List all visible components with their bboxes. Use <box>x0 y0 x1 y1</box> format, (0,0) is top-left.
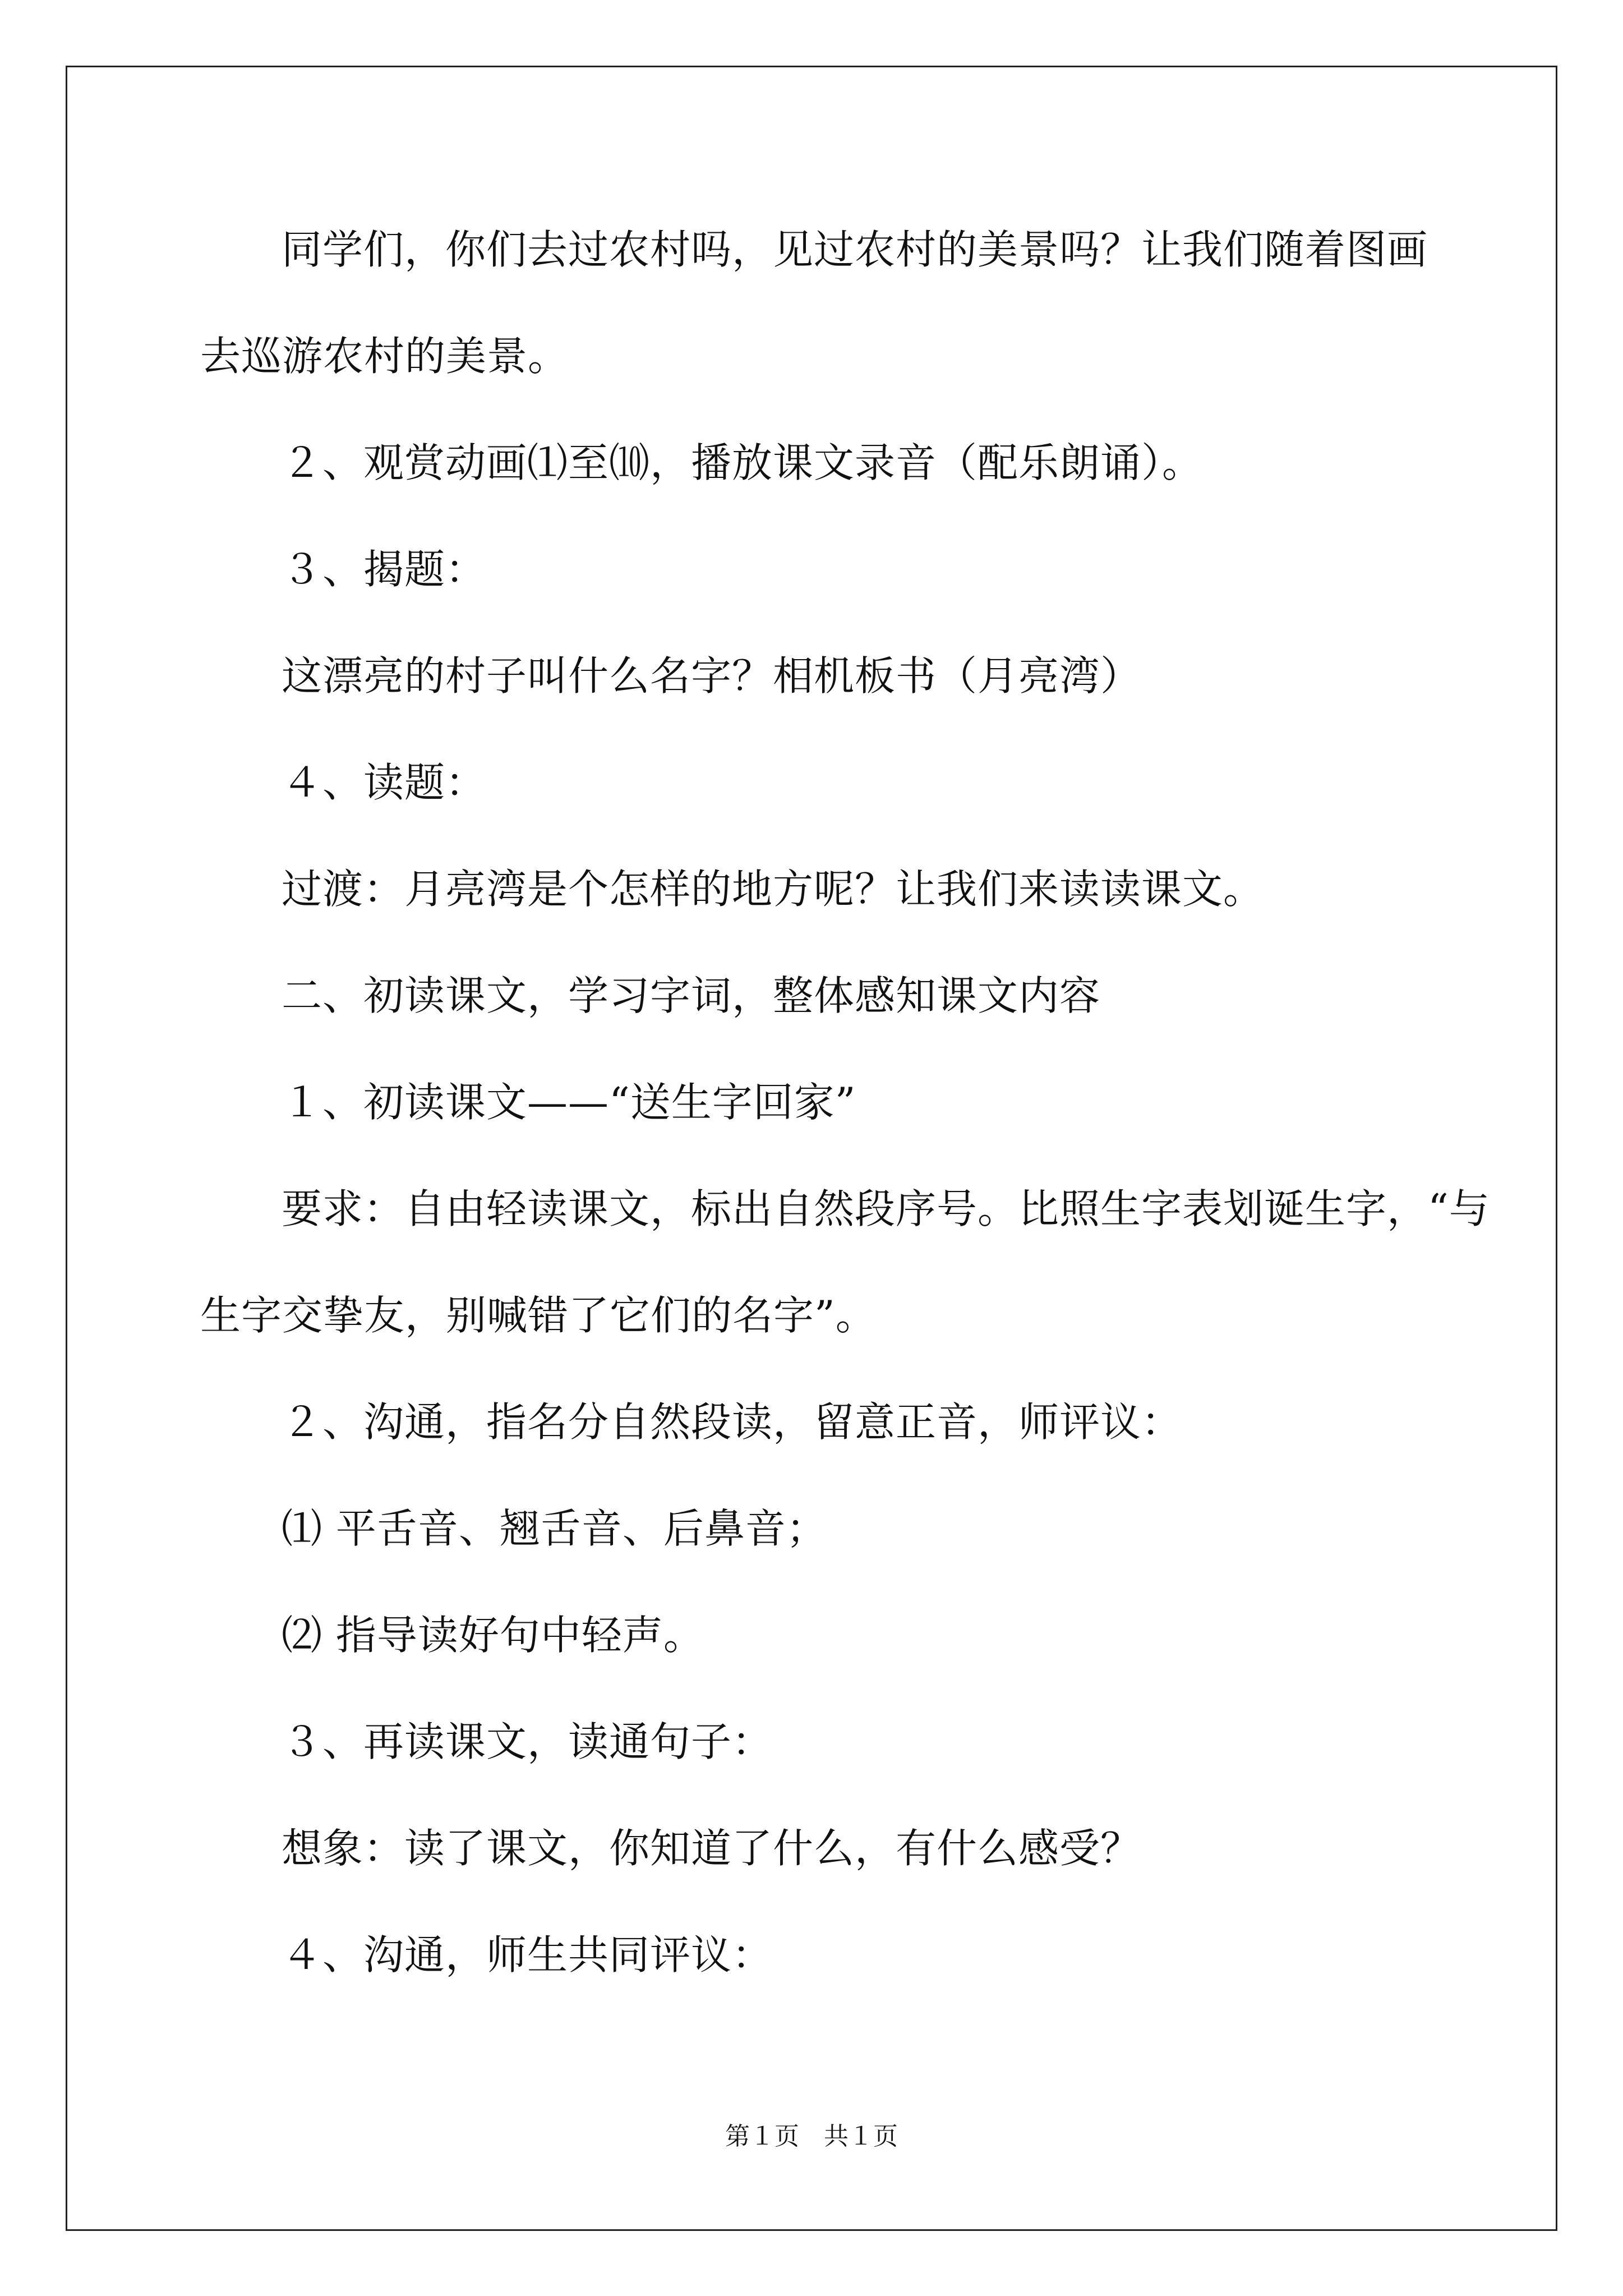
paragraph-line: ２、沟通，指名分自然段读，留意正音，师评议： <box>282 1398 1183 1446</box>
paragraph-line: ⑴ 平舌音、翘舌音、后鼻音； <box>282 1505 827 1552</box>
paragraph-line: 同学们，你们去过农村吗，见过农村的美景吗？让我们随着图画 <box>282 226 1428 273</box>
paragraph-line: 要求：自由轻读课文，标出自然段序号。比照生字表划诞生字，“与 <box>282 1185 1490 1232</box>
paragraph-line: ２、观赏动画⑴至⑽，播放课文录音（配乐朗诵）。 <box>282 439 1204 486</box>
paragraph-line: １、初读课文——“送生字回家” <box>282 1079 856 1126</box>
paragraph-line: ⑵ 指导读好句中轻声。 <box>282 1612 704 1659</box>
paragraph-line: ３、揭题： <box>282 546 487 593</box>
paragraph-line: 生字交挚友，别喊错了它们的名字”。 <box>200 1292 877 1339</box>
paragraph-line: 过渡：月亮湾是个怎样的地方呢？让我们来读读课文。 <box>282 866 1265 913</box>
section-heading: 二、初读课文，学习字词，整体感知课文内容 <box>282 972 1101 1019</box>
paragraph-line: 这漂亮的村子叫什么名字？相机板书（月亮湾） <box>282 652 1142 700</box>
paragraph-line: ３、再读课文，读通句子： <box>282 1718 773 1765</box>
paragraph-line: 想象：读了课文，你知道了什么，有什么感受？ <box>282 1825 1142 1872</box>
page-border <box>66 66 1557 2231</box>
paragraph-line: 去巡游农村的美景。 <box>200 333 569 380</box>
page-number-footer: 第１页 共１页 <box>725 2123 898 2150</box>
paragraph-line: ４、沟通，师生共同评议： <box>282 1931 773 1978</box>
paragraph-line: ４、读题： <box>282 759 487 806</box>
